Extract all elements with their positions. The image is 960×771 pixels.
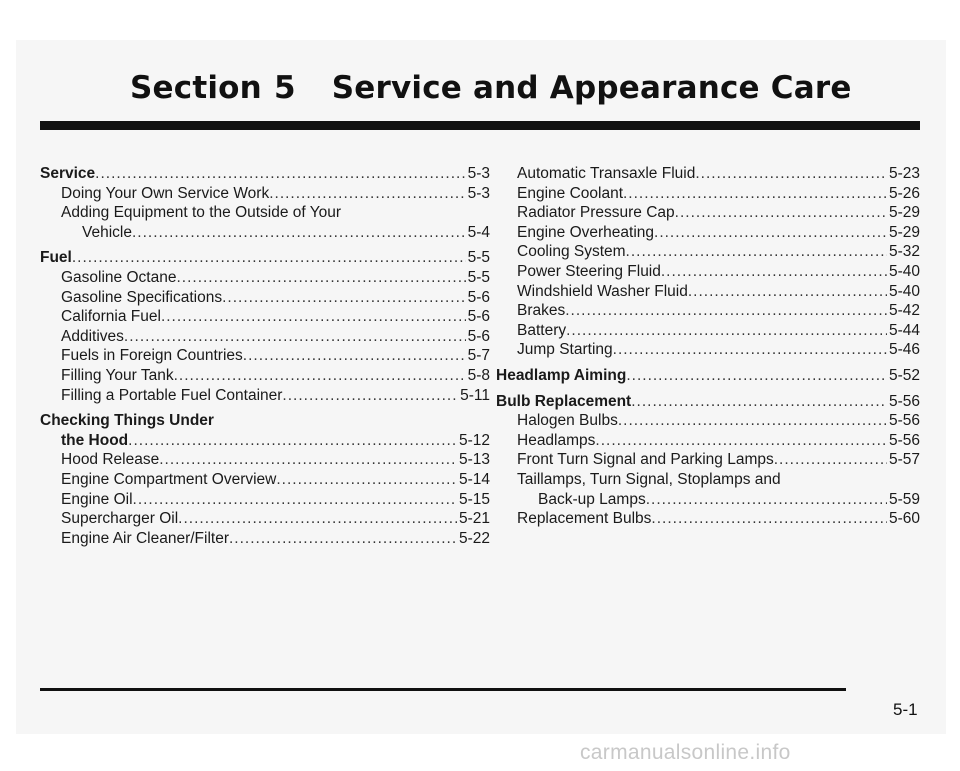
toc-entry[interactable]: [40, 366, 490, 386]
dot-leader: [695, 164, 887, 184]
toc-entry-page: 5-56: [888, 392, 920, 410]
toc-entry-page: 5-32: [888, 243, 920, 261]
toc-entry-page: 5-8: [467, 366, 490, 384]
toc-entry-page: 5-29: [888, 223, 920, 241]
toc-heading[interactable]: [496, 366, 920, 386]
toc-entry[interactable]: [496, 431, 920, 451]
toc-entry-page: 5-12: [458, 431, 490, 449]
toc-entry-page: 5-14: [458, 470, 490, 488]
toc-entry[interactable]: [496, 450, 920, 470]
toc-entry-label: Supercharger Oil: [61, 510, 179, 528]
dot-leader: [566, 321, 887, 341]
toc-entry-label: Power Steering Fluid: [517, 262, 661, 280]
toc-entry-label: the Hood: [61, 431, 129, 449]
toc-entry-page: 5-11: [460, 386, 490, 404]
toc-entry[interactable]: [496, 262, 920, 282]
dot-leader: [613, 340, 887, 360]
dot-leader: [176, 268, 465, 288]
dot-leader: [243, 346, 466, 366]
page-number: 5-1: [893, 700, 918, 719]
toc-entry-label: Radiator Pressure Cap: [517, 204, 675, 222]
toc-entry-label: Halogen Bulbs: [517, 412, 618, 430]
toc-entry-page: 5-57: [888, 451, 920, 469]
toc-entry[interactable]: [496, 321, 920, 341]
toc-entry-page: 5-56: [888, 431, 920, 449]
toc-entry-page: 5-56: [888, 412, 920, 430]
dot-leader: [631, 392, 887, 412]
dot-leader: [72, 248, 466, 268]
toc-entry-page: 5-13: [458, 451, 490, 469]
toc-entry-page: 5-26: [888, 184, 920, 202]
toc-entry[interactable]: [40, 268, 490, 288]
section-label: Section: [130, 70, 262, 106]
dot-leader: [688, 282, 887, 302]
toc-entry[interactable]: [496, 411, 920, 431]
dot-leader: [229, 529, 457, 549]
toc-entry-page: 5-5: [467, 268, 490, 286]
toc-entry-page: 5-6: [467, 327, 490, 345]
toc-entry[interactable]: [40, 470, 490, 490]
dot-leader: [124, 327, 466, 347]
toc-left-column: [40, 164, 490, 548]
toc-entry-label: Headlamps: [517, 431, 596, 449]
toc-entry[interactable]: [496, 470, 920, 490]
dot-leader: [282, 386, 458, 406]
toc-entry[interactable]: [40, 223, 490, 243]
dot-leader: [276, 470, 457, 490]
toc-entry-label: Doing Your Own Service Work: [61, 184, 270, 202]
toc-entry-label: Engine Overheating: [517, 223, 655, 241]
dot-leader: [651, 509, 887, 529]
toc-entry-label: Back-up Lamps: [538, 490, 646, 508]
toc-entry-page: 5-7: [467, 347, 490, 365]
toc-entry-page: 5-40: [888, 282, 920, 300]
toc-entry[interactable]: [40, 529, 490, 549]
toc-entry-page: 5-40: [888, 262, 920, 280]
toc-entry-page: 5-52: [888, 366, 920, 384]
dot-leader: [654, 223, 887, 243]
toc-entry-label: Hood Release: [61, 451, 160, 469]
toc-entry-page: 5-42: [888, 302, 920, 320]
toc-heading[interactable]: [40, 248, 490, 268]
toc-entry-label: Cooling System: [517, 243, 626, 261]
toc-entry-label: Filling a Portable Fuel Container: [61, 386, 283, 404]
toc-entry-label: Additives: [61, 327, 124, 345]
footer-divider: [40, 688, 846, 691]
toc-entry-label: Filling Your Tank: [61, 366, 174, 384]
toc-entry[interactable]: [496, 282, 920, 302]
toc-heading[interactable]: [40, 411, 490, 431]
toc-entry-label: Engine Compartment Overview: [61, 470, 277, 488]
toc-entry[interactable]: [40, 307, 490, 327]
toc-entry[interactable]: [40, 184, 490, 204]
toc-entry-label: Engine Air Cleaner/Filter: [61, 529, 229, 547]
dot-leader: [774, 450, 887, 470]
toc-entry-page: 5-44: [888, 321, 920, 339]
toc-entry-label: Headlamp Aiming: [496, 366, 627, 384]
toc-entry[interactable]: [40, 203, 490, 223]
toc-entry-label: Vehicle: [82, 223, 132, 241]
toc-entry[interactable]: [496, 509, 920, 529]
dot-leader: [174, 366, 466, 386]
toc-entry-page: 5-6: [467, 288, 490, 306]
toc-entry[interactable]: [40, 431, 490, 451]
dot-leader: [565, 301, 887, 321]
toc-entry-page: 5-29: [888, 204, 920, 222]
toc-entry-label: Replacement Bulbs: [517, 510, 652, 528]
dot-leader: [159, 450, 457, 470]
title-divider: [40, 121, 920, 130]
toc-entry[interactable]: [496, 223, 920, 243]
toc-entry-page: 5-22: [458, 529, 490, 547]
toc-entry[interactable]: [496, 340, 920, 360]
toc-entry-label: Engine Oil: [61, 490, 133, 508]
toc-entry-label: Windshield Washer Fluid: [517, 282, 688, 300]
toc-entry-page: 5-5: [467, 249, 490, 267]
dot-leader: [618, 411, 887, 431]
dot-leader: [269, 184, 465, 204]
toc-entry-label: Taillamps, Turn Signal, Stoplamps and: [517, 470, 781, 488]
dot-leader: [161, 307, 466, 327]
toc-entry[interactable]: [496, 164, 920, 184]
toc-entry-label: Engine Coolant: [517, 184, 623, 202]
dot-leader: [132, 223, 466, 243]
toc-entry[interactable]: [496, 301, 920, 321]
toc-entry-page: 5-23: [888, 165, 920, 182]
toc-entry-page: 5-59: [888, 490, 920, 508]
toc-entry-page: 5-3: [467, 165, 490, 182]
dot-leader: [222, 288, 465, 308]
dot-leader: [626, 242, 887, 262]
toc-right-column: [496, 164, 920, 529]
dot-leader: [626, 366, 887, 386]
toc-entry[interactable]: [40, 346, 490, 366]
dot-leader: [646, 490, 887, 510]
watermark: carmanualsonline.info: [580, 741, 791, 764]
toc-entry-page: 5-60: [888, 510, 920, 528]
toc-entry-label: Fuels in Foreign Countries: [61, 347, 243, 365]
toc-entry-label: Bulb Replacement: [496, 392, 632, 410]
toc-entry[interactable]: [496, 184, 920, 204]
toc-heading[interactable]: [40, 164, 490, 184]
toc-entry[interactable]: [40, 509, 490, 529]
toc-entry-label: Brakes: [517, 302, 566, 320]
dot-leader: [178, 509, 457, 529]
toc-entry-page: 5-6: [467, 308, 490, 326]
toc-entry[interactable]: [40, 288, 490, 308]
toc-entry-label: Jump Starting: [517, 341, 613, 359]
toc-entry-page: 5-46: [888, 341, 920, 359]
toc-entry-label: Service: [40, 165, 96, 182]
section-number: 5: [273, 70, 296, 106]
toc-entry[interactable]: [40, 386, 490, 406]
toc-entry-label: Checking Things Under: [40, 412, 214, 430]
dot-leader: [595, 431, 887, 451]
toc-entry-page: 5-15: [458, 490, 490, 508]
toc-entry-page: 5-4: [467, 223, 490, 241]
toc-entry-label: Battery: [517, 321, 567, 339]
toc-entry-label: Fuel: [40, 249, 72, 267]
toc-entry-label: Gasoline Octane: [61, 268, 177, 286]
toc-entry-label: Adding Equipment to the Outside of Your: [61, 204, 342, 222]
toc-entry[interactable]: [40, 490, 490, 510]
dot-leader: [623, 184, 887, 204]
toc-entry[interactable]: [496, 203, 920, 223]
toc-entry-label: Automatic Transaxle Fluid: [517, 165, 696, 182]
toc-entry[interactable]: [40, 450, 490, 470]
toc-entry-label: Gasoline Specifications: [61, 288, 223, 306]
dot-leader: [128, 431, 457, 451]
toc-entry-page: 5-3: [467, 184, 490, 202]
dot-leader: [661, 262, 887, 282]
toc-heading[interactable]: [496, 392, 920, 412]
toc-entry-page: 5-21: [458, 510, 490, 528]
toc-entry[interactable]: [496, 490, 920, 510]
dot-leader: [95, 164, 465, 184]
toc-entry[interactable]: [496, 242, 920, 262]
section-title: Service and Appearance Care: [331, 70, 852, 106]
dot-leader: [133, 490, 457, 510]
page-title: [130, 70, 852, 106]
dot-leader: [675, 203, 887, 223]
toc-entry[interactable]: [40, 327, 490, 347]
toc-entry-label: California Fuel: [61, 308, 161, 326]
toc-entry-label: Front Turn Signal and Parking Lamps: [517, 451, 774, 469]
